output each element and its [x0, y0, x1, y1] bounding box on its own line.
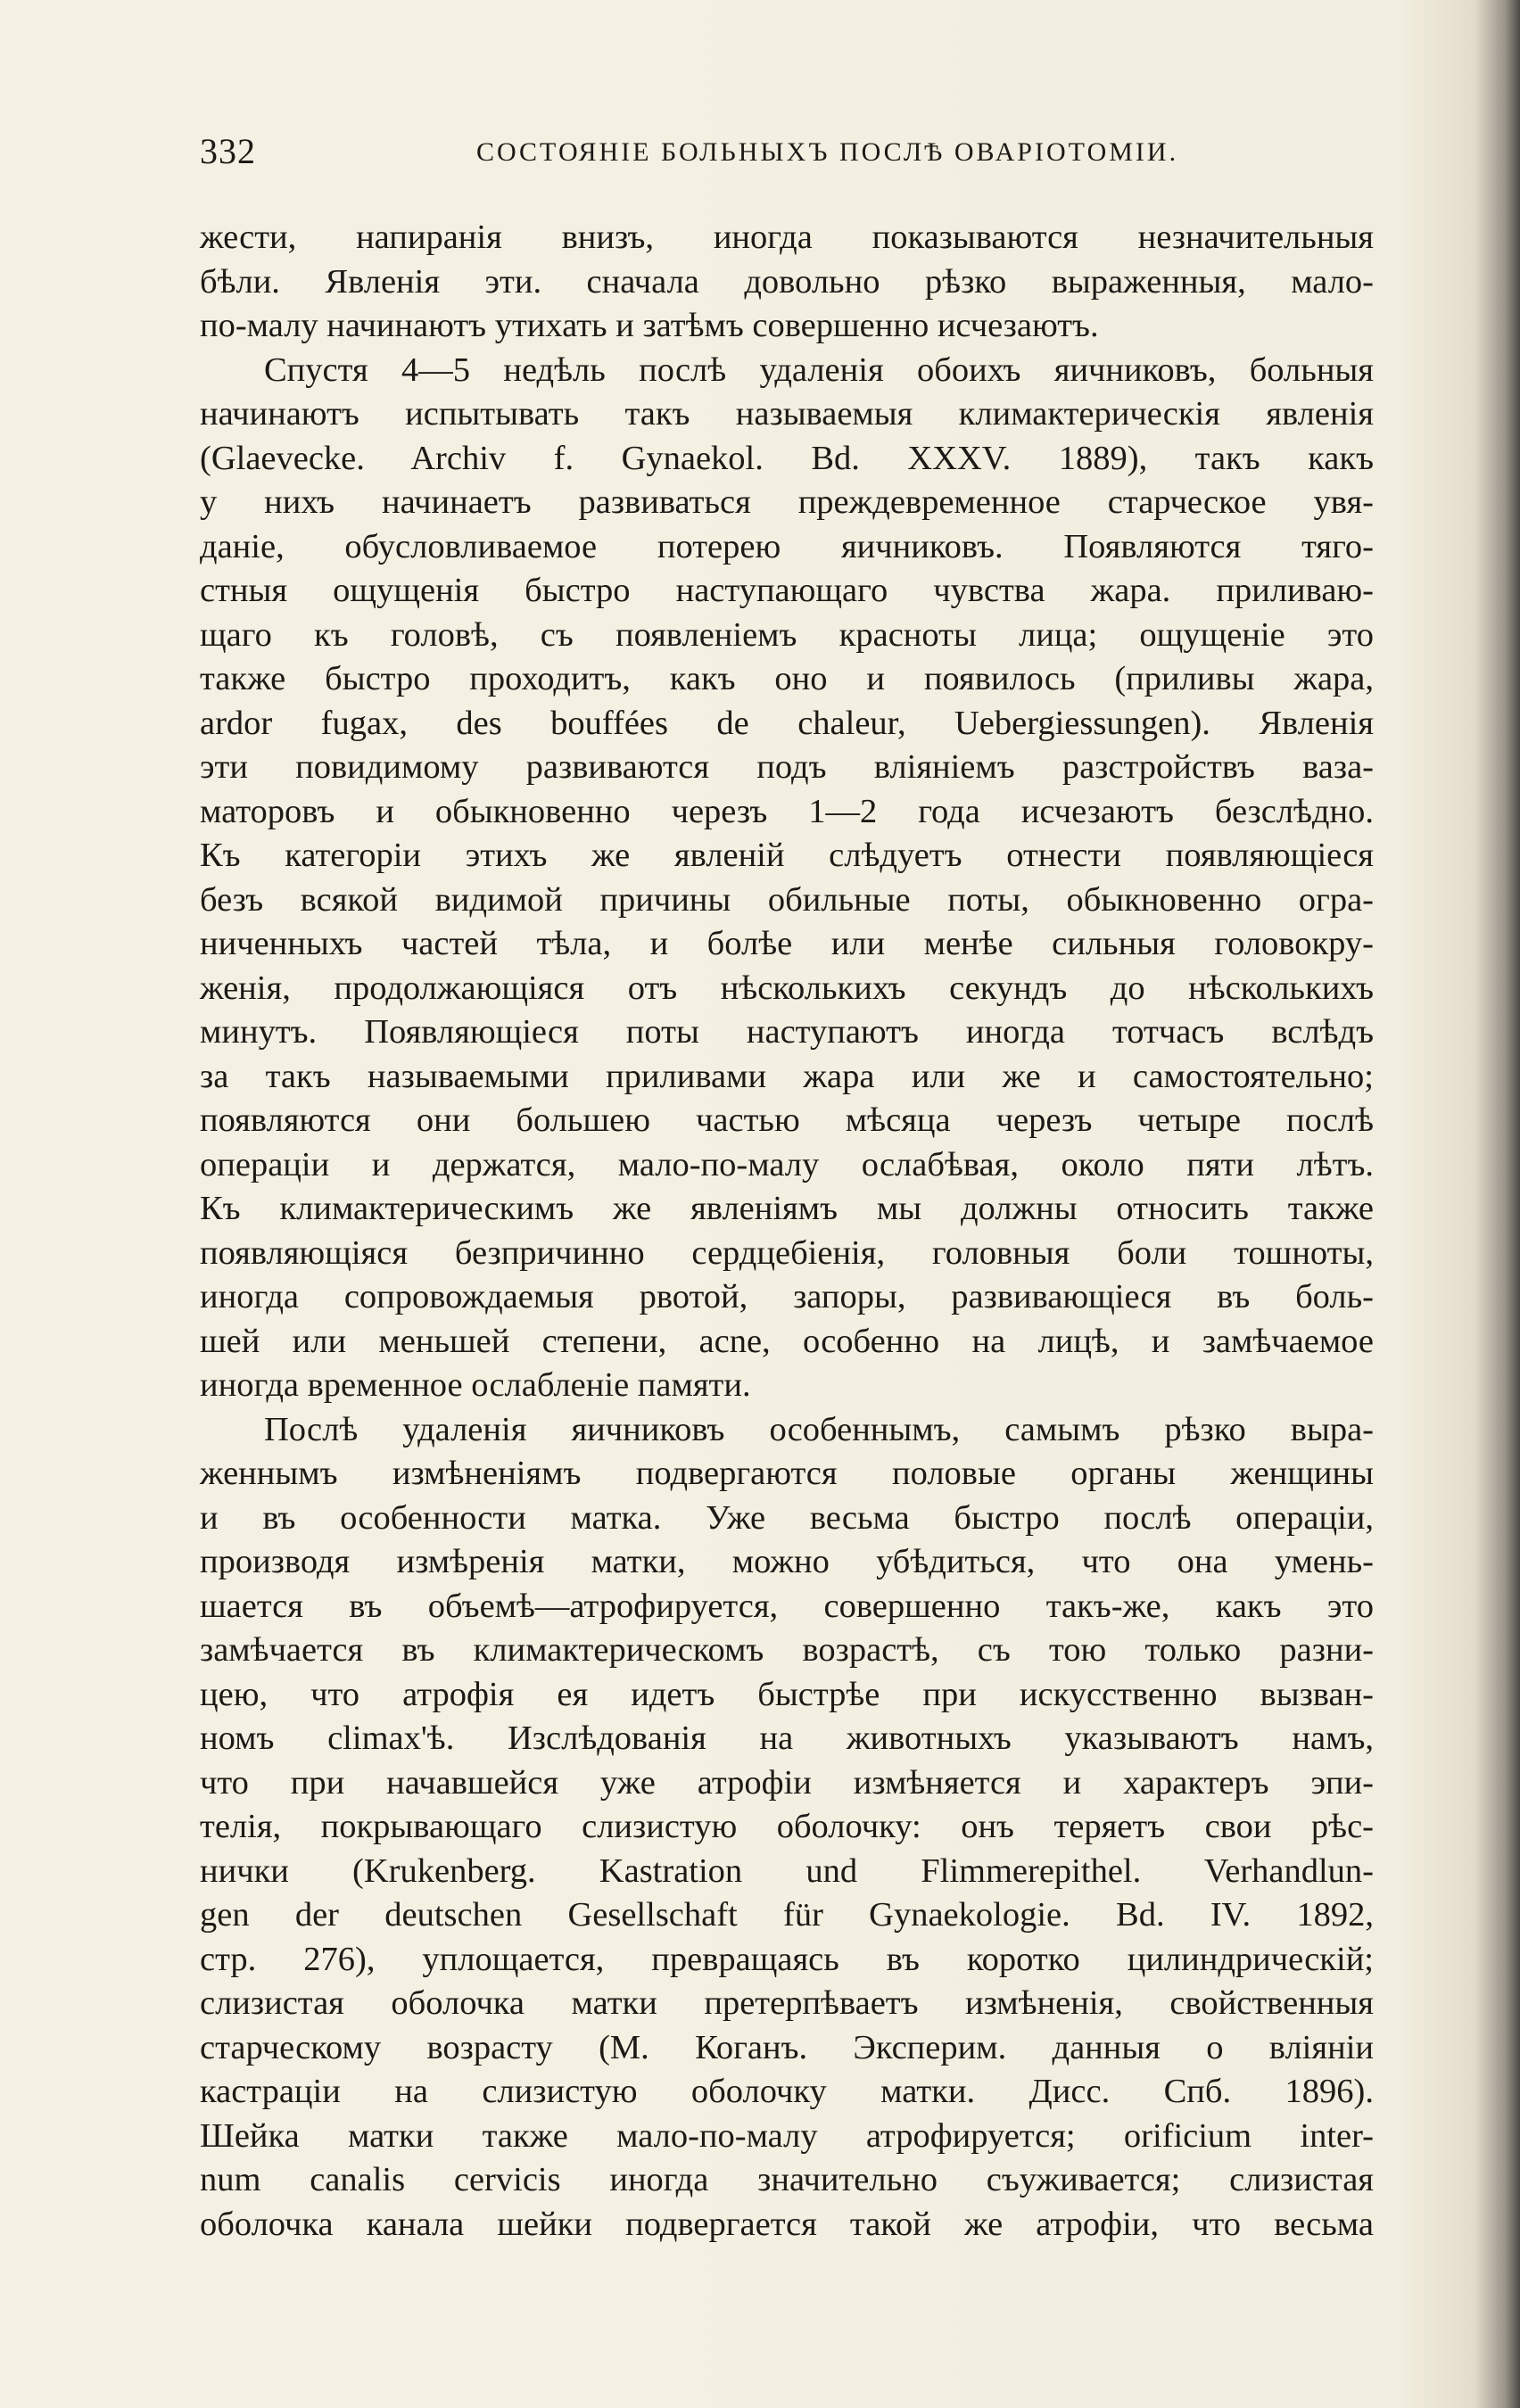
text-line: телiя, покрывающаго слизистую оболочку: онъ теряетъ свои рѣс-: [200, 1808, 1374, 1845]
text-line: у нихъ начинаетъ развиваться преждевременное старческое увя-: [200, 483, 1374, 521]
text-line: шей или меньшей степени, acne, особенно на лицѣ, и замѣчаемое: [200, 1322, 1374, 1360]
body-text: [200, 216, 1374, 2247]
text-line: по-малу начинаютъ утихать и затѣмъ совершенно исчезаютъ.: [200, 307, 1099, 344]
text-line: кастрацiи на слизистую оболочку матки. Дисс. Спб. 1896).: [200, 2073, 1374, 2110]
text-line: женнымъ измѣненiямъ подвергаются половые органы женщины: [200, 1455, 1374, 1492]
text-line: операцiи и держатся, мало-по-малу ослабѣвая, около пяти лѣтъ.: [200, 1145, 1374, 1183]
text-line: num canalis cervicis иногда значительно съуживается; слизистая: [200, 2161, 1374, 2198]
text-line: Шейка матки также мало-по-малу атрофируется; orificium inter-: [200, 2116, 1374, 2155]
text-line: цею, что атрофiя ея идетъ быстрѣе при искусственно вызван-: [200, 1675, 1374, 1713]
page-header: [200, 130, 1374, 177]
text-line: gen der deutschen Gesellschaft für Gynaekologie. Bd. IV. 1892,: [200, 1896, 1374, 1934]
text-line: (Glaevecke. Archiv f. Gynaekol. Bd. XXXV. 1889), такъ какъ: [200, 439, 1374, 477]
text-line: появляются они большею частью мѣсяца черезъ четыре послѣ: [200, 1101, 1374, 1139]
text-line: также быстро проходитъ, какъ оно и появилось (приливы жара,: [200, 660, 1374, 697]
page-number: 332: [200, 131, 256, 171]
text-line: женiя, продолжающiяся отъ нѣсколькихъ секундъ до нѣсколькихъ: [200, 969, 1374, 1007]
text-line: минутъ. Появляющiеся поты наступаютъ иногда тотчасъ вслѣдъ: [200, 1013, 1374, 1051]
text-line: Къ климактерическимъ же явленiямъ мы должны относить также: [200, 1190, 1374, 1227]
text-line: бѣли. Явленiя эти. сначала довольно рѣзко выраженныя, мало-: [200, 262, 1374, 301]
text-line: замѣчается въ климактерическомъ возрастѣ, съ тою только разни-: [200, 1631, 1374, 1669]
text-line: оболочка канала шейки подвергается такой же атрофiи, что весьма: [200, 2205, 1374, 2243]
text-line: стр. 276), уплощается, превращаясь въ коротко цилиндрическiй;: [200, 1940, 1374, 1978]
text-line: шается въ объемѣ—атрофируется, совершенно такъ-же, какъ это: [200, 1587, 1374, 1625]
text-line: ardor fugax, des bouffées de chaleur, Uebergiessungen). Явленiя: [200, 704, 1374, 742]
text-line: и въ особенности матка. Уже весьма быстро послѣ операцiи,: [200, 1498, 1374, 1537]
running-head: СОСТОЯНIЕ БОЛЬНЫХЪ ПОСЛѢ ОВАРIОТОМIИ.: [476, 137, 1179, 167]
paragraph-first-line: Спустя 4—5 недѣль послѣ удаленiя обоихъ яичниковъ, больныя: [264, 350, 1374, 389]
text-line: старческому возрасту (М. Коганъ. Эксперим. данныя о влiянiи: [200, 2028, 1374, 2066]
paragraph-first-line: Послѣ удаленiя яичниковъ особеннымъ, самымъ рѣзко выра-: [264, 1410, 1374, 1448]
text-line: маторовъ и обыкновенно черезъ 1—2 года исчезаютъ безслѣдно.: [200, 792, 1374, 830]
text-line: Къ категорiи этихъ же явленiй слѣдуетъ отнести появляющiеся: [200, 837, 1374, 874]
text-line: щаго къ головѣ, съ появленiемъ красноты лица; ощущенiе это: [200, 615, 1374, 654]
text-line: эти повидимому развиваются подъ влiянiемъ разстройствъ ваза-: [200, 748, 1374, 786]
text-line: нички (Krukenberg. Kastration und Flimmerepithel. Verhandlun-: [200, 1851, 1374, 1890]
text-line: начинаютъ испытывать такъ называемыя климактерическiя явленiя: [200, 395, 1374, 433]
text-line: номъ climax'ѣ. Изслѣдованiя на животныхъ указываютъ намъ,: [200, 1719, 1374, 1757]
text-line: стныя ощущенiя быстро наступающаго чувства жара. приливаю-: [200, 572, 1374, 609]
text-line: иногда сопровождаемыя рвотой, запоры, развивающiеся въ боль-: [200, 1278, 1374, 1315]
text-line: ниченныхъ частей тѣла, и болѣе или менѣе сильныя головокру-: [200, 925, 1374, 962]
text-line: что при начавшейся уже атрофiи измѣняется и характеръ эпи-: [200, 1763, 1374, 1802]
text-line: производя измѣренiя матки, можно убѣдиться, что она умень-: [200, 1543, 1374, 1580]
text-line: безъ всякой видимой причины обильные поты, обыкновенно огра-: [200, 880, 1374, 919]
text-line: за такъ называемыми приливами жара или же и самостоятельно;: [200, 1057, 1374, 1095]
text-line: жести, напиранiя внизъ, иногда показываются незначительныя: [200, 219, 1374, 256]
text-line: слизистая оболочка матки претерпѣваетъ измѣненiя, свойственныя: [200, 1984, 1374, 2022]
text-line: иногда временное ослабленiе памяти.: [200, 1366, 751, 1404]
text-line: данiе, обусловливаемое потерею яичниковъ. Появляются тяго-: [200, 527, 1374, 565]
text-line: появляющiяся безпричинно сердцебiенiя, головныя боли тошноты,: [200, 1233, 1374, 1272]
